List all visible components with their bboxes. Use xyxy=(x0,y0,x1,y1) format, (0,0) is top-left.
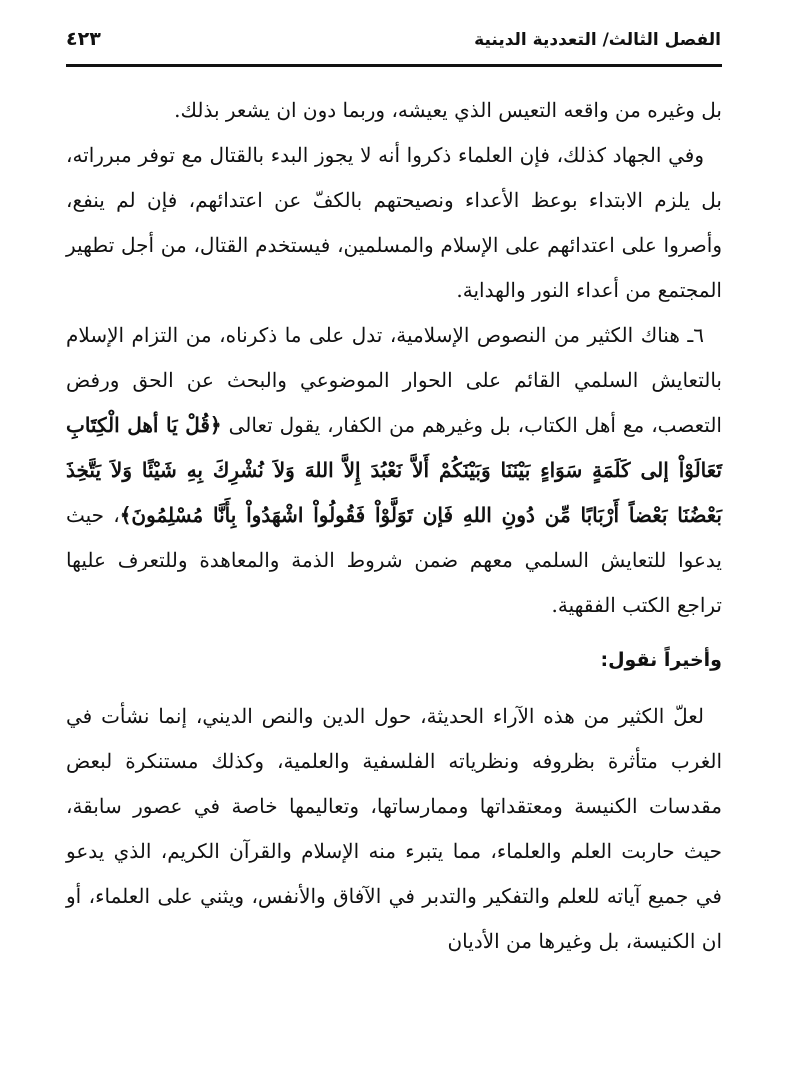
section-subheading: وأخيراً نقول: xyxy=(600,649,722,671)
running-header xyxy=(66,26,721,66)
body-text xyxy=(66,88,722,964)
paragraph-3-end: ، حيث يدعوا للتعايش السلمي معهم ضمن شروط الذمة والمعاهدة وللتعرف عليها تراجع الكتب الفقهية. xyxy=(66,503,722,617)
page-number: ٤٢٣ xyxy=(66,28,101,50)
paragraph-1: بل وغيره من واقعه التعيس الذي يعيشه، وربما دون ان يشعر بذلك. xyxy=(174,98,722,122)
paragraph-3-start: ٦ـ هناك الكثير من النصوص الإسلامية، تدل على ما ذكرناه، من التزام الإسلام بالتعايش السلمي القائم على الحوار الموضوعي والبحث عن الحق ورفض التعصب، مع أهل الكتاب، بل وغيرهم من الكفار، يقول تعالى xyxy=(66,323,722,437)
chapter-title: الفصل الثالث/ التعددية الدينية xyxy=(474,30,721,50)
paragraph-4: لعلّ الكثير من هذه الآراء الحديثة، حول الدين والنص الديني، إنما نشأت في الغرب متأثرة بظروفه ونظرياته الفلسفية والعلمية، وكذلك مستنكرة لبعض مقدسات الكنيسة ومعتقداتها وممارساتها، وتعاليمها خاصة في عصور سابقة، حيث حاربت العلم والعلماء، مما يتبرء منه الإسلام والقرآن الكريم، الذي يدعو في جميع آياته للعلم والتفكير والتدبر في الآفاق والأنفس، ويثني على العلماء، أو ان الكنيسة، بل وغيرها من الأديان xyxy=(66,704,722,953)
paragraph-2: وفي الجهاد كذلك، فإن العلماء ذكروا أنه لا يجوز البدء بالقتال مع توفر مبرراته، بل يلزم الابتداء بوعظ الأعداء ونصيحتهم بالكفّ عن اعتدائهم، فإن لم ينفع، وأصروا على اعتدائهم على الإسلام والمسلمين، فيستخدم القتال، من أجل تطهير المجتمع من أعداء النور والهداية. xyxy=(66,143,722,302)
quran-verse: ﴿قُلْ يَا أهل الْكِتَابِ تَعَالَوْاْ إلى كَلَمَةٍ سَوَاءٍ بَيْنَنَا وَبَيْنَكُمْ أَلاَّ نَعْبُدَ إِلاَّ اللهَ وَلاَ نُشْرِكَ بِهِ شَيْئًا وَلاَ يَتَّخِذَ بَعْضُنَا بَعْضاً أَرْبَابًا مِّن دُونِ اللهِ فَإن تَوَلَّوْاْ فَقُولُواْ اشْهَدُواْ بِأَنَّا مُسْلِمُونَ﴾ xyxy=(66,413,722,527)
header-divider xyxy=(66,64,722,67)
paragraph-3 xyxy=(66,313,722,628)
